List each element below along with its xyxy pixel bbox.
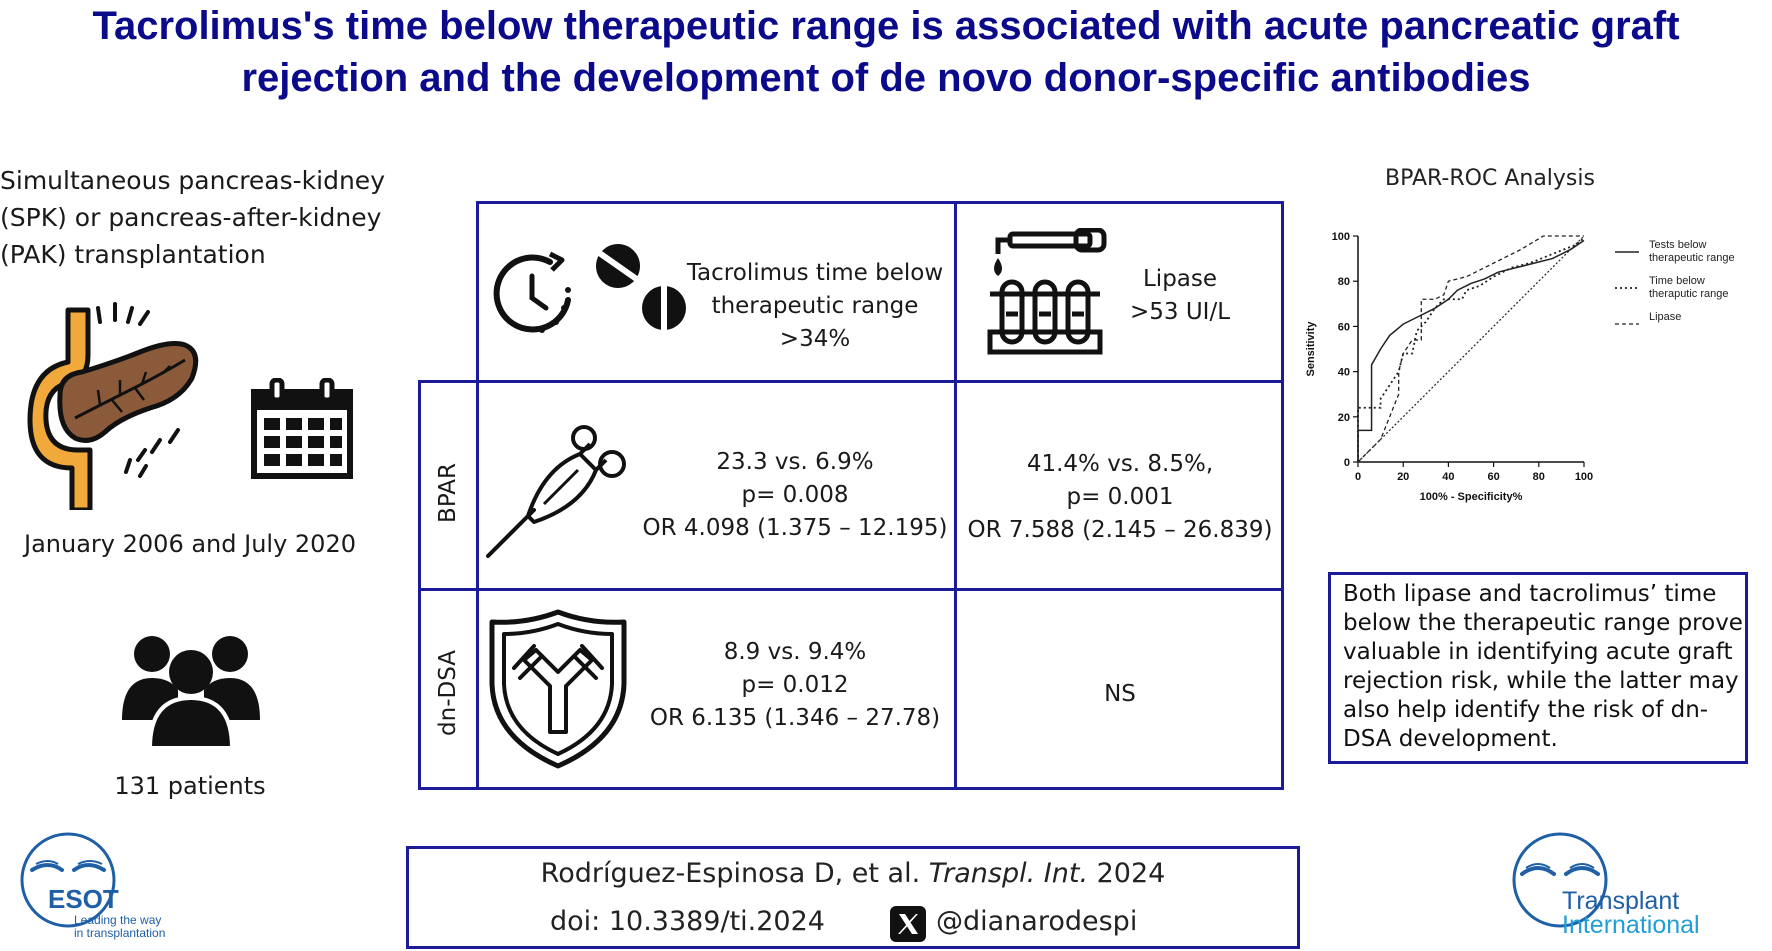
header-line: >53 UI/L xyxy=(1129,299,1231,325)
result-line: p= 0.008 xyxy=(741,481,849,508)
table-divider-horizontal xyxy=(418,588,1284,591)
roc-series-line xyxy=(1358,236,1584,462)
x-tick-label: 20 xyxy=(1397,471,1410,483)
result-line: NS xyxy=(1104,680,1136,707)
y-tick-label: 40 xyxy=(1337,366,1350,379)
x-tick-label: 0 xyxy=(1354,471,1362,483)
esot-logo xyxy=(18,830,188,940)
bpar-lipase-result xyxy=(960,442,1280,552)
x-tick-label: 60 xyxy=(1487,471,1500,483)
procedure-line: (PAK) transplantation xyxy=(0,240,266,269)
table-divider-vertical xyxy=(954,201,957,790)
x-twitter-icon xyxy=(890,906,926,942)
biopsy-needle-icon xyxy=(484,424,634,560)
x-tick-label: 40 xyxy=(1442,471,1455,483)
x-tick-label: 80 xyxy=(1532,471,1545,483)
result-line: p= 0.012 xyxy=(741,671,849,698)
summary-line: also help identify the risk of dn- xyxy=(1343,697,1709,723)
esot-tagline xyxy=(74,914,165,940)
header-tacrolimus xyxy=(680,256,950,356)
summary-line: Both lipase and tacrolimus’ time xyxy=(1343,581,1717,607)
y-tick-label: 80 xyxy=(1337,276,1350,289)
row-label-bpar: BPAR xyxy=(435,463,461,523)
header-line: therapeutic range xyxy=(711,292,919,319)
roc-series-line xyxy=(1358,236,1584,462)
header-line: Lipase xyxy=(1142,266,1218,292)
procedure-text xyxy=(0,162,400,273)
header-line: Tacrolimus time below xyxy=(686,259,944,286)
row-label-dn-dsa: dn-DSA xyxy=(435,650,461,736)
result-line: OR 6.135 (1.346 – 27.78) xyxy=(649,704,941,731)
result-line: OR 7.588 (2.145 – 26.839) xyxy=(967,516,1273,543)
antibody-shield-icon xyxy=(486,608,630,770)
y-tick-label: 100 xyxy=(1331,231,1350,243)
table-divider-vertical xyxy=(476,380,479,790)
study-period: January 2006 and July 2020 xyxy=(24,530,356,558)
legend-label: therapeutic range xyxy=(1649,252,1735,264)
dsa-lipase-result xyxy=(960,674,1280,714)
test-tubes-icon xyxy=(980,228,1110,358)
bpar-tacrolimus-result xyxy=(640,440,950,550)
legend-label: theraputic range xyxy=(1649,288,1729,300)
roc-series-line xyxy=(1358,241,1584,462)
roc-series-line xyxy=(1358,238,1584,462)
y-tick-label: 60 xyxy=(1337,321,1350,334)
pancreas-icon xyxy=(20,300,210,510)
clock-pills-icon xyxy=(490,236,690,336)
header-lipase xyxy=(1120,256,1240,336)
result-line: 41.4% vs. 8.5%, xyxy=(1026,450,1214,477)
citation-journal: Transpl. Int. xyxy=(928,858,1089,889)
roc-chart xyxy=(1290,218,1772,518)
esot-tagline-line: in transplantation xyxy=(74,926,166,940)
chart-title: BPAR-ROC Analysis xyxy=(1385,166,1595,191)
summary-line: rejection risk, while the latter may xyxy=(1343,668,1739,694)
x-axis-label: 100% - Specificity% xyxy=(1419,491,1523,503)
citation-authors: Rodríguez-Espinosa D, et al. xyxy=(540,858,929,889)
ti-name-line1: Transplant xyxy=(1562,887,1680,915)
y-tick-label: 20 xyxy=(1337,411,1350,424)
esot-name: ESOT xyxy=(48,884,119,914)
y-axis-label: Sensitivity xyxy=(1305,321,1317,377)
x-tick-label: 100 xyxy=(1574,471,1594,483)
procedure-line: (SPK) or pancreas-after-kidney xyxy=(0,203,382,232)
summary-line: DSA development. xyxy=(1343,726,1558,752)
twitter-handle[interactable]: @dianarodespi xyxy=(936,906,1138,937)
procedure-line: Simultaneous pancreas-kidney xyxy=(0,166,385,195)
citation-doi[interactable]: doi: 10.3389/ti.2024 xyxy=(550,906,825,937)
legend-label: Tests below xyxy=(1649,239,1707,251)
summary-text xyxy=(1343,580,1743,754)
result-line: 8.9 vs. 9.4% xyxy=(723,638,867,665)
result-line: p= 0.001 xyxy=(1066,483,1174,510)
people-icon xyxy=(120,628,262,748)
header-line: >34% xyxy=(779,325,851,352)
patient-count: 131 patients xyxy=(114,772,266,800)
transplant-international-logo xyxy=(1510,830,1760,945)
legend-label: Lipase xyxy=(1649,311,1682,323)
citation-year: 2024 xyxy=(1088,858,1166,889)
result-line: OR 4.098 (1.375 – 12.195) xyxy=(642,514,948,541)
y-tick-label: 0 xyxy=(1343,457,1350,469)
result-line: 23.3 vs. 6.9% xyxy=(716,448,874,475)
calendar-icon xyxy=(250,378,354,480)
ti-name-line2: International xyxy=(1562,911,1700,939)
citation-line xyxy=(406,856,1300,892)
summary-line: valuable in identifying acute graft xyxy=(1343,639,1733,665)
table-divider-horizontal xyxy=(418,380,1284,383)
dsa-tacrolimus-result xyxy=(640,630,950,740)
page-title: Tacrolimus's time below therapeutic range is associated with acute pancreatic graft rejection and the development of de novo donor-specific antibodies xyxy=(92,4,1680,100)
esot-tagline-line: Leading the way xyxy=(74,913,162,927)
summary-line: below the therapeutic range prove xyxy=(1343,610,1743,636)
legend-label: Time below xyxy=(1649,275,1705,287)
